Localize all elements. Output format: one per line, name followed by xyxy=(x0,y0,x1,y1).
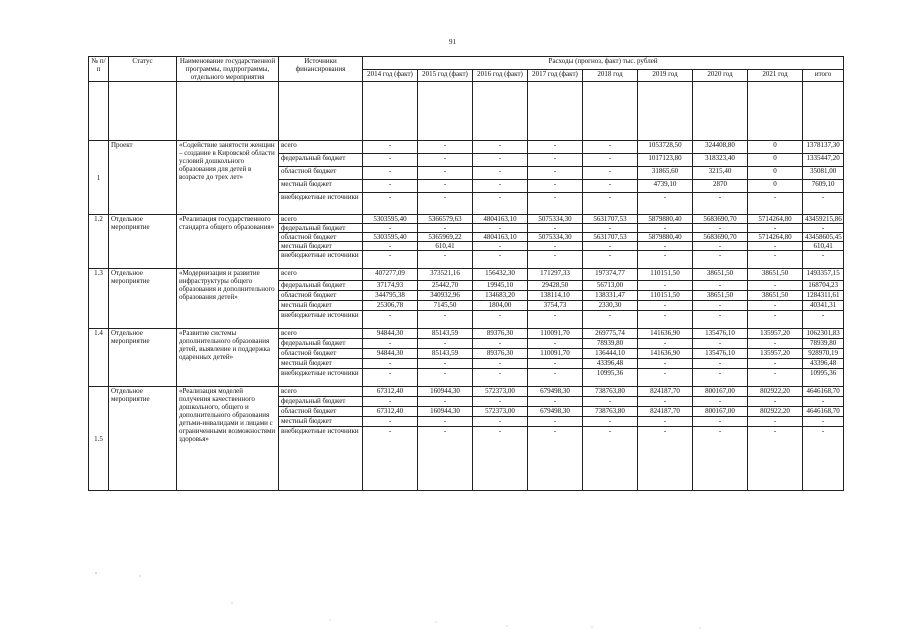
amount-cell: - xyxy=(638,369,693,387)
amount-cell: 5683690,70 xyxy=(693,215,748,224)
amount-cell: - xyxy=(418,224,473,233)
funding-source: местный бюджет xyxy=(279,242,363,251)
amount-cell: - xyxy=(693,417,748,427)
amount-cell: 135476,10 xyxy=(693,329,748,339)
amount-cell: - xyxy=(528,154,583,167)
amount-cell: 5631707,53 xyxy=(583,215,638,224)
total-cell: 4646168,70 xyxy=(803,387,844,397)
amount-cell: - xyxy=(638,339,693,349)
amount-cell: 1017123,80 xyxy=(638,154,693,167)
amount-cell: 110091,70 xyxy=(528,349,583,359)
funding-source: местный бюджет xyxy=(279,180,363,193)
amount-cell: - xyxy=(473,154,528,167)
amount-cell: 738763,80 xyxy=(583,387,638,397)
amount-cell: - xyxy=(748,397,803,407)
amount-cell: - xyxy=(363,167,418,180)
amount-cell: - xyxy=(473,417,528,427)
total-cell: 1378137,30 xyxy=(803,141,844,154)
col-header-year: 2017 год (факт) xyxy=(528,69,583,82)
amount-cell: - xyxy=(363,427,418,491)
funding-source: всего xyxy=(279,269,363,281)
amount-cell: 5365969,22 xyxy=(418,233,473,242)
amount-cell: - xyxy=(638,281,693,291)
amount-cell: 94844,30 xyxy=(363,349,418,359)
amount-cell: 269775,74 xyxy=(583,329,638,339)
amount-cell: - xyxy=(363,154,418,167)
amount-cell: 0 xyxy=(748,154,803,167)
amount-cell: 824187,70 xyxy=(638,387,693,397)
amount-cell: 340932,96 xyxy=(418,291,473,301)
item-status: Отдельное мероприятие xyxy=(109,387,177,491)
amount-cell: 5366579,63 xyxy=(418,215,473,224)
funding-source: внебюджетные источники xyxy=(279,427,363,491)
scan-specks xyxy=(0,560,905,640)
amount-cell: 800167,00 xyxy=(693,407,748,417)
col-header-year: 2021 год xyxy=(748,69,803,82)
amount-cell: - xyxy=(363,251,418,269)
amount-cell: - xyxy=(528,369,583,387)
table-row xyxy=(89,269,844,281)
amount-cell: - xyxy=(418,359,473,369)
col-header-year: 2018 год xyxy=(583,69,638,82)
item-name: «Модернизация и развитие инфраструктуры общего образования и дополнительного образования детей» xyxy=(177,269,279,329)
amount-cell: - xyxy=(748,417,803,427)
total-cell: 43458605,45 xyxy=(803,233,844,242)
amount-cell: 67312,40 xyxy=(363,407,418,417)
amount-cell: - xyxy=(583,251,638,269)
item-number: 1.4 xyxy=(89,329,109,387)
amount-cell: - xyxy=(638,417,693,427)
amount-cell: 110091,70 xyxy=(528,329,583,339)
amount-cell: 67312,40 xyxy=(363,387,418,397)
total-cell: 4646168,70 xyxy=(803,407,844,417)
amount-cell: - xyxy=(748,193,803,215)
amount-cell: 94844,30 xyxy=(363,329,418,339)
funding-source: всего xyxy=(279,215,363,224)
amount-cell: 138331,47 xyxy=(583,291,638,301)
total-cell: 1335447,20 xyxy=(803,154,844,167)
amount-cell: 679498,30 xyxy=(528,387,583,397)
total-cell: - xyxy=(803,193,844,215)
table-row xyxy=(89,387,844,397)
amount-cell: 89376,30 xyxy=(473,329,528,339)
amount-cell: 10995,36 xyxy=(583,369,638,387)
amount-cell: 136444,10 xyxy=(583,349,638,359)
amount-cell: 19945,10 xyxy=(473,281,528,291)
amount-cell: - xyxy=(693,193,748,215)
amount-cell: - xyxy=(748,427,803,491)
amount-cell: - xyxy=(528,339,583,349)
amount-cell: 135957,20 xyxy=(748,349,803,359)
col-header-year: 2019 год xyxy=(638,69,693,82)
amount-cell: - xyxy=(748,369,803,387)
col-header-year: 2015 год (факт) xyxy=(418,69,473,82)
total-cell: - xyxy=(803,224,844,233)
amount-cell: 3754,73 xyxy=(528,301,583,311)
amount-cell: 824187,70 xyxy=(638,407,693,417)
amount-cell: - xyxy=(473,427,528,491)
amount-cell: - xyxy=(528,242,583,251)
amount-cell: 373521,16 xyxy=(418,269,473,281)
total-cell: 43459215,86 xyxy=(803,215,844,224)
amount-cell: 138114,10 xyxy=(528,291,583,301)
item-number: 1.2 xyxy=(89,215,109,269)
amount-cell: - xyxy=(363,180,418,193)
amount-cell: 5075334,30 xyxy=(528,215,583,224)
amount-cell: - xyxy=(363,417,418,427)
item-name: «Развитие системы дополнительного образования детей, выявление и поддержка одаренных детей» xyxy=(177,329,279,387)
table-row xyxy=(89,215,844,224)
item-status: Отдельное мероприятие xyxy=(109,215,177,269)
amount-cell: 0 xyxy=(748,141,803,154)
total-cell: - xyxy=(803,417,844,427)
amount-cell: - xyxy=(638,301,693,311)
amount-cell: 572373,00 xyxy=(473,407,528,417)
funding-source: внебюджетные источники xyxy=(279,369,363,387)
amount-cell: - xyxy=(528,397,583,407)
amount-cell: 38651,50 xyxy=(748,269,803,281)
amount-cell: - xyxy=(528,224,583,233)
amount-cell: - xyxy=(748,301,803,311)
amount-cell: - xyxy=(418,193,473,215)
amount-cell: - xyxy=(418,141,473,154)
amount-cell: - xyxy=(748,359,803,369)
amount-cell: 4739,10 xyxy=(638,180,693,193)
amount-cell: 85143,59 xyxy=(418,349,473,359)
amount-cell: 5879880,40 xyxy=(638,215,693,224)
amount-cell: - xyxy=(528,359,583,369)
amount-cell: 324408,80 xyxy=(693,141,748,154)
amount-cell: - xyxy=(528,180,583,193)
amount-cell: - xyxy=(638,193,693,215)
col-header-year: 2016 год (факт) xyxy=(473,69,528,82)
amount-cell: 25306,78 xyxy=(363,301,418,311)
amount-cell: 171297,33 xyxy=(528,269,583,281)
funding-source: всего xyxy=(279,387,363,397)
amount-cell: - xyxy=(693,301,748,311)
amount-cell: 572373,00 xyxy=(473,387,528,397)
amount-cell: - xyxy=(363,339,418,349)
page-number: 91 xyxy=(449,38,456,46)
table-row xyxy=(89,329,844,339)
amount-cell: - xyxy=(473,141,528,154)
funding-source: внебюджетные источники xyxy=(279,311,363,329)
amount-cell: - xyxy=(638,359,693,369)
amount-cell: 5714264,80 xyxy=(748,215,803,224)
total-cell: 1284311,61 xyxy=(803,291,844,301)
col-header-year: 2020 год xyxy=(693,69,748,82)
total-cell: 168704,23 xyxy=(803,281,844,291)
amount-cell: - xyxy=(693,242,748,251)
amount-cell: - xyxy=(583,427,638,491)
amount-cell: - xyxy=(473,193,528,215)
total-cell: 40341,31 xyxy=(803,301,844,311)
amount-cell: - xyxy=(418,369,473,387)
amount-cell: 5683690,70 xyxy=(693,233,748,242)
amount-cell: - xyxy=(583,193,638,215)
amount-cell: 38651,50 xyxy=(748,291,803,301)
amount-cell: - xyxy=(418,154,473,167)
amount-cell: - xyxy=(583,224,638,233)
amount-cell: 141636,90 xyxy=(638,349,693,359)
amount-cell: 85143,59 xyxy=(418,329,473,339)
amount-cell: 802922,20 xyxy=(748,387,803,397)
amount-cell: - xyxy=(693,311,748,329)
amount-cell: - xyxy=(473,224,528,233)
total-cell: - xyxy=(803,311,844,329)
amount-cell: - xyxy=(583,242,638,251)
col-header-name: Наименование государственной программы, подпрограммы, отдельного мероприятия xyxy=(177,57,279,82)
amount-cell: 679498,30 xyxy=(528,407,583,417)
item-status: Проект xyxy=(109,141,177,215)
col-header-source: Источники финансирования xyxy=(279,57,363,82)
funding-source: федеральный бюджет xyxy=(279,154,363,167)
amount-cell: 38651,50 xyxy=(693,291,748,301)
amount-cell: 2330,30 xyxy=(583,301,638,311)
funding-source: областной бюджет xyxy=(279,233,363,242)
budget-table xyxy=(88,56,844,491)
amount-cell: 78939,80 xyxy=(583,339,638,349)
amount-cell: - xyxy=(693,339,748,349)
amount-cell: 0 xyxy=(748,167,803,180)
item-status: Отдельное мероприятие xyxy=(109,329,177,387)
funding-source: областной бюджет xyxy=(279,291,363,301)
funding-source: областной бюджет xyxy=(279,407,363,417)
total-cell: 78939,80 xyxy=(803,339,844,349)
total-cell: 10995,36 xyxy=(803,369,844,387)
amount-cell: - xyxy=(473,397,528,407)
amount-cell: - xyxy=(528,193,583,215)
amount-cell: 1053728,50 xyxy=(638,141,693,154)
amount-cell: 800167,00 xyxy=(693,387,748,397)
amount-cell: - xyxy=(748,224,803,233)
total-cell: 928970,19 xyxy=(803,349,844,359)
total-cell: 1493357,15 xyxy=(803,269,844,281)
funding-source: федеральный бюджет xyxy=(279,397,363,407)
funding-source: местный бюджет xyxy=(279,417,363,427)
amount-cell: - xyxy=(693,281,748,291)
amount-cell: - xyxy=(363,369,418,387)
amount-cell: 29428,50 xyxy=(528,281,583,291)
amount-cell: 802922,20 xyxy=(748,407,803,417)
amount-cell: - xyxy=(363,359,418,369)
amount-cell: 56713,00 xyxy=(583,281,638,291)
amount-cell: - xyxy=(363,141,418,154)
funding-source: всего xyxy=(279,329,363,339)
amount-cell: - xyxy=(693,224,748,233)
funding-source: федеральный бюджет xyxy=(279,339,363,349)
amount-cell: - xyxy=(418,397,473,407)
amount-cell: 160944,30 xyxy=(418,387,473,397)
amount-cell: 4804163,10 xyxy=(473,215,528,224)
funding-source: местный бюджет xyxy=(279,301,363,311)
funding-source: внебюджетные источники xyxy=(279,193,363,215)
amount-cell: 738763,80 xyxy=(583,407,638,417)
amount-cell: 25442,70 xyxy=(418,281,473,291)
amount-cell: 110151,50 xyxy=(638,291,693,301)
amount-cell: 38651,50 xyxy=(693,269,748,281)
amount-cell: 134683,20 xyxy=(473,291,528,301)
item-name: «Реализация государственного стандарта общего образования» xyxy=(177,215,279,269)
amount-cell: 37174,93 xyxy=(363,281,418,291)
amount-cell: - xyxy=(418,417,473,427)
col-header-total: итого xyxy=(803,69,844,82)
amount-cell: 0 xyxy=(748,180,803,193)
amount-cell: 407277,09 xyxy=(363,269,418,281)
item-number: 1 xyxy=(89,141,109,215)
item-number: 1.5 xyxy=(89,387,109,491)
amount-cell: - xyxy=(528,167,583,180)
amount-cell: 110151,50 xyxy=(638,269,693,281)
funding-source: внебюджетные источники xyxy=(279,251,363,269)
total-cell: - xyxy=(803,427,844,491)
total-cell: 7609,10 xyxy=(803,180,844,193)
total-cell: - xyxy=(803,251,844,269)
amount-cell: 7145,50 xyxy=(418,301,473,311)
amount-cell: - xyxy=(748,242,803,251)
amount-cell: - xyxy=(693,397,748,407)
amount-cell: 2870 xyxy=(693,180,748,193)
amount-cell: 135476,10 xyxy=(693,349,748,359)
col-header-status: Статус xyxy=(109,57,177,82)
funding-source: всего xyxy=(279,141,363,154)
amount-cell: - xyxy=(583,180,638,193)
amount-cell: - xyxy=(583,167,638,180)
amount-cell: - xyxy=(528,141,583,154)
amount-cell: - xyxy=(418,180,473,193)
col-header-no: № п/п xyxy=(89,57,109,82)
amount-cell: - xyxy=(748,339,803,349)
amount-cell: - xyxy=(528,427,583,491)
amount-cell: - xyxy=(473,242,528,251)
amount-cell: - xyxy=(583,141,638,154)
funding-source: федеральный бюджет xyxy=(279,224,363,233)
amount-cell: - xyxy=(748,281,803,291)
amount-cell: - xyxy=(473,251,528,269)
funding-source: областной бюджет xyxy=(279,349,363,359)
total-cell: 1062301,83 xyxy=(803,329,844,339)
amount-cell: - xyxy=(638,251,693,269)
total-cell: 43396,48 xyxy=(803,359,844,369)
amount-cell: - xyxy=(418,167,473,180)
amount-cell: - xyxy=(693,427,748,491)
amount-cell: - xyxy=(363,193,418,215)
amount-cell: - xyxy=(583,311,638,329)
amount-cell: - xyxy=(473,359,528,369)
item-name: «Содействие занятости женщин – создание в Кировской области условий дошкольного образования для детей в возрасте до трех лет» xyxy=(177,141,279,215)
total-cell: 35081,00 xyxy=(803,167,844,180)
table-row xyxy=(89,141,844,154)
amount-cell: 141636,90 xyxy=(638,329,693,339)
amount-cell: - xyxy=(528,311,583,329)
funding-source: местный бюджет xyxy=(279,359,363,369)
amount-cell: - xyxy=(418,427,473,491)
amount-cell: 5879880,40 xyxy=(638,233,693,242)
amount-cell: - xyxy=(363,397,418,407)
funding-source: областной бюджет xyxy=(279,167,363,180)
amount-cell: 156432,30 xyxy=(473,269,528,281)
amount-cell: - xyxy=(693,369,748,387)
amount-cell: 89376,30 xyxy=(473,349,528,359)
amount-cell: - xyxy=(638,427,693,491)
amount-cell: 5303595,40 xyxy=(363,233,418,242)
amount-cell: - xyxy=(473,180,528,193)
amount-cell: - xyxy=(473,167,528,180)
item-status: Отдельное мероприятие xyxy=(109,269,177,329)
amount-cell: 31865,60 xyxy=(638,167,693,180)
amount-cell: 43396,48 xyxy=(583,359,638,369)
amount-cell: - xyxy=(473,339,528,349)
amount-cell: 4804163,10 xyxy=(473,233,528,242)
amount-cell: - xyxy=(693,251,748,269)
item-name: «Реализация моделей получения качественного дошкольного, общего и дополнительного образования детьми-инвалидами и лицами с ограниченными возможностями здоровья» xyxy=(177,387,279,491)
amount-cell: 5303595,40 xyxy=(363,215,418,224)
amount-cell: 610,41 xyxy=(418,242,473,251)
amount-cell: - xyxy=(638,224,693,233)
amount-cell: - xyxy=(583,397,638,407)
amount-cell: - xyxy=(583,154,638,167)
amount-cell: 160944,30 xyxy=(418,407,473,417)
amount-cell: - xyxy=(473,311,528,329)
amount-cell: - xyxy=(748,251,803,269)
amount-cell: 1804,00 xyxy=(473,301,528,311)
amount-cell: - xyxy=(693,359,748,369)
amount-cell: - xyxy=(638,311,693,329)
funding-source: федеральный бюджет xyxy=(279,281,363,291)
amount-cell: - xyxy=(363,311,418,329)
item-number: 1.3 xyxy=(89,269,109,329)
amount-cell: - xyxy=(363,224,418,233)
amount-cell: - xyxy=(418,311,473,329)
amount-cell: - xyxy=(473,369,528,387)
amount-cell: - xyxy=(638,397,693,407)
amount-cell: - xyxy=(363,242,418,251)
amount-cell: - xyxy=(528,417,583,427)
total-cell: 610,41 xyxy=(803,242,844,251)
amount-cell: - xyxy=(583,417,638,427)
amount-cell: - xyxy=(748,311,803,329)
amount-cell: - xyxy=(528,251,583,269)
amount-cell: 344795,38 xyxy=(363,291,418,301)
header-spacer-row xyxy=(89,82,844,141)
amount-cell: - xyxy=(638,242,693,251)
total-cell: - xyxy=(803,397,844,407)
amount-cell: 318323,40 xyxy=(693,154,748,167)
amount-cell: 5075334,30 xyxy=(528,233,583,242)
col-header-year: 2014 год (факт) xyxy=(363,69,418,82)
col-header-expenses: Расходы (прогноз, факт) тыс. рублей xyxy=(363,57,844,70)
amount-cell: - xyxy=(418,339,473,349)
amount-cell: 197374,77 xyxy=(583,269,638,281)
amount-cell: 5714264,80 xyxy=(748,233,803,242)
table-body xyxy=(89,141,844,491)
amount-cell: - xyxy=(418,251,473,269)
amount-cell: 5631707,53 xyxy=(583,233,638,242)
amount-cell: 135957,20 xyxy=(748,329,803,339)
amount-cell: 3215,40 xyxy=(693,167,748,180)
